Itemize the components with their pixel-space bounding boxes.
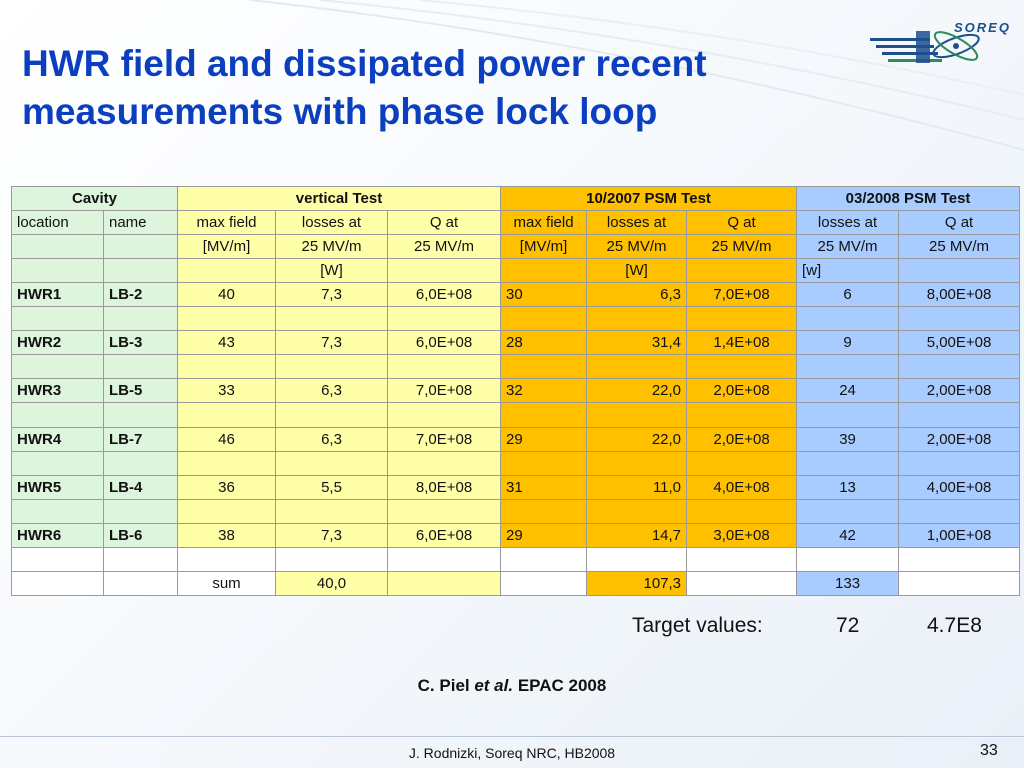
cell-p8-q: 8,00E+08 — [899, 283, 1020, 307]
header-v-field: max field — [178, 211, 276, 235]
cell-name: LB-7 — [104, 427, 178, 451]
header-p8-q: Q at — [899, 211, 1020, 235]
cell-v-field: 40 — [178, 283, 276, 307]
unit-v-field: [MV/m] — [178, 235, 276, 259]
spacer-row — [12, 307, 1020, 331]
header-location: location — [12, 211, 104, 235]
cell-v-losses: 7,3 — [276, 283, 388, 307]
unit2-p8-losses: [w] — [797, 259, 899, 283]
cell-p8-losses: 42 — [797, 523, 899, 547]
cell-v-losses: 5,5 — [276, 475, 388, 499]
units-row — [12, 235, 1020, 259]
unit2-p7-losses: [W] — [587, 259, 687, 283]
unit-p7-losses: 25 MV/m — [587, 235, 687, 259]
citation-et-al: et al. — [474, 676, 514, 695]
cell-v-losses: 7,3 — [276, 523, 388, 547]
header-v-q: Q at — [388, 211, 501, 235]
cell-p7-field: 28 — [501, 331, 587, 355]
cell-p8-q: 1,00E+08 — [899, 523, 1020, 547]
cell-p8-losses: 13 — [797, 475, 899, 499]
table-row — [12, 331, 1020, 355]
cell-v-losses: 6,3 — [276, 427, 388, 451]
cell-p8-q: 4,00E+08 — [899, 475, 1020, 499]
page-number: 33 — [980, 742, 998, 759]
cell-p7-field: 29 — [501, 427, 587, 451]
header-name: name — [104, 211, 178, 235]
cell-p7-losses: 31,4 — [587, 331, 687, 355]
title-line-1: HWR field and dissipated power recent — [22, 43, 707, 84]
sum-p8-losses: 133 — [797, 571, 899, 595]
cell-p8-losses: 9 — [797, 331, 899, 355]
cell-p7-q: 3,0E+08 — [687, 523, 797, 547]
group-psm-2008: 03/2008 PSM Test — [797, 187, 1020, 211]
cell-v-q: 6,0E+08 — [388, 523, 501, 547]
measurement-table — [11, 186, 1020, 596]
sum-p7-losses: 107,3 — [587, 571, 687, 595]
footer-divider — [0, 736, 1024, 737]
cell-location: HWR1 — [12, 283, 104, 307]
cell-p7-losses: 22,0 — [587, 427, 687, 451]
cell-v-field: 36 — [178, 475, 276, 499]
cell-name: LB-5 — [104, 379, 178, 403]
cell-p7-field: 31 — [501, 475, 587, 499]
cell-p8-q: 2,00E+08 — [899, 427, 1020, 451]
cell-v-q: 8,0E+08 — [388, 475, 501, 499]
group-cavity: Cavity — [12, 187, 178, 211]
cell-p7-q: 2,0E+08 — [687, 427, 797, 451]
sum-v-losses: 40,0 — [276, 571, 388, 595]
cell-p8-losses: 39 — [797, 427, 899, 451]
header-p7-field: max field — [501, 211, 587, 235]
cell-p7-q: 2,0E+08 — [687, 379, 797, 403]
cell-location: HWR2 — [12, 331, 104, 355]
group-psm-2007: 10/2007 PSM Test — [501, 187, 797, 211]
header-p8-losses: losses at — [797, 211, 899, 235]
cell-p7-losses: 11,0 — [587, 475, 687, 499]
cell-p7-field: 30 — [501, 283, 587, 307]
table-row — [12, 475, 1020, 499]
citation — [0, 676, 1024, 696]
logo-wordmark: SOREQ — [954, 20, 1011, 35]
cell-p7-field: 29 — [501, 523, 587, 547]
sum-row — [12, 571, 1020, 595]
units-row-2 — [12, 259, 1020, 283]
target-values-label: Target values: — [632, 614, 763, 637]
cell-p7-losses: 14,7 — [587, 523, 687, 547]
group-header-row — [12, 187, 1020, 211]
cell-p7-q: 4,0E+08 — [687, 475, 797, 499]
cell-p7-field: 32 — [501, 379, 587, 403]
cell-v-q: 6,0E+08 — [388, 283, 501, 307]
spacer-row — [12, 403, 1020, 427]
cell-name: LB-6 — [104, 523, 178, 547]
table-row — [12, 379, 1020, 403]
spacer-row — [12, 355, 1020, 379]
cell-location: HWR3 — [12, 379, 104, 403]
unit-p8-q: 25 MV/m — [899, 235, 1020, 259]
table-row — [12, 427, 1020, 451]
spacer-row — [12, 451, 1020, 475]
cell-p7-q: 1,4E+08 — [687, 331, 797, 355]
cell-v-q: 7,0E+08 — [388, 427, 501, 451]
sub-header-row — [12, 211, 1020, 235]
spacer-row — [12, 499, 1020, 523]
unit-v-q: 25 MV/m — [388, 235, 501, 259]
cell-location: HWR5 — [12, 475, 104, 499]
target-q-value: 4.7E8 — [927, 614, 982, 637]
unit-v-losses: 25 MV/m — [276, 235, 388, 259]
cell-p8-losses: 24 — [797, 379, 899, 403]
cell-p7-losses: 22,0 — [587, 379, 687, 403]
table-row — [12, 283, 1020, 307]
header-v-losses: losses at — [276, 211, 388, 235]
blank-row — [12, 547, 1020, 571]
cell-p8-q: 5,00E+08 — [899, 331, 1020, 355]
cell-location: HWR4 — [12, 427, 104, 451]
target-losses-value: 72 — [836, 614, 860, 637]
cell-name: LB-2 — [104, 283, 178, 307]
title-line-2: measurements with phase lock loop — [22, 91, 658, 132]
cell-v-q: 7,0E+08 — [388, 379, 501, 403]
page-title — [22, 40, 842, 136]
cell-p7-losses: 6,3 — [587, 283, 687, 307]
unit-p8-losses: 25 MV/m — [797, 235, 899, 259]
cell-v-field: 46 — [178, 427, 276, 451]
footer-text: J. Rodnizki, Soreq NRC, HB2008 — [408, 745, 616, 761]
cell-name: LB-4 — [104, 475, 178, 499]
cell-v-field: 33 — [178, 379, 276, 403]
unit2-v-losses: [W] — [276, 259, 388, 283]
unit-p7-q: 25 MV/m — [687, 235, 797, 259]
group-vertical-test: vertical Test — [178, 187, 501, 211]
cell-location: HWR6 — [12, 523, 104, 547]
cell-v-q: 6,0E+08 — [388, 331, 501, 355]
header-p7-losses: losses at — [587, 211, 687, 235]
unit-p7-field: [MV/m] — [501, 235, 587, 259]
cell-name: LB-3 — [104, 331, 178, 355]
cell-p8-losses: 6 — [797, 283, 899, 307]
cell-p7-q: 7,0E+08 — [687, 283, 797, 307]
cell-v-losses: 7,3 — [276, 331, 388, 355]
cell-v-losses: 6,3 — [276, 379, 388, 403]
sum-label: sum — [178, 571, 276, 595]
cell-v-field: 43 — [178, 331, 276, 355]
citation-venue: EPAC 2008 — [513, 676, 607, 695]
cell-v-field: 38 — [178, 523, 276, 547]
cell-p8-q: 2,00E+08 — [899, 379, 1020, 403]
header-p7-q: Q at — [687, 211, 797, 235]
table-row — [12, 523, 1020, 547]
citation-author: C. Piel — [417, 676, 475, 695]
